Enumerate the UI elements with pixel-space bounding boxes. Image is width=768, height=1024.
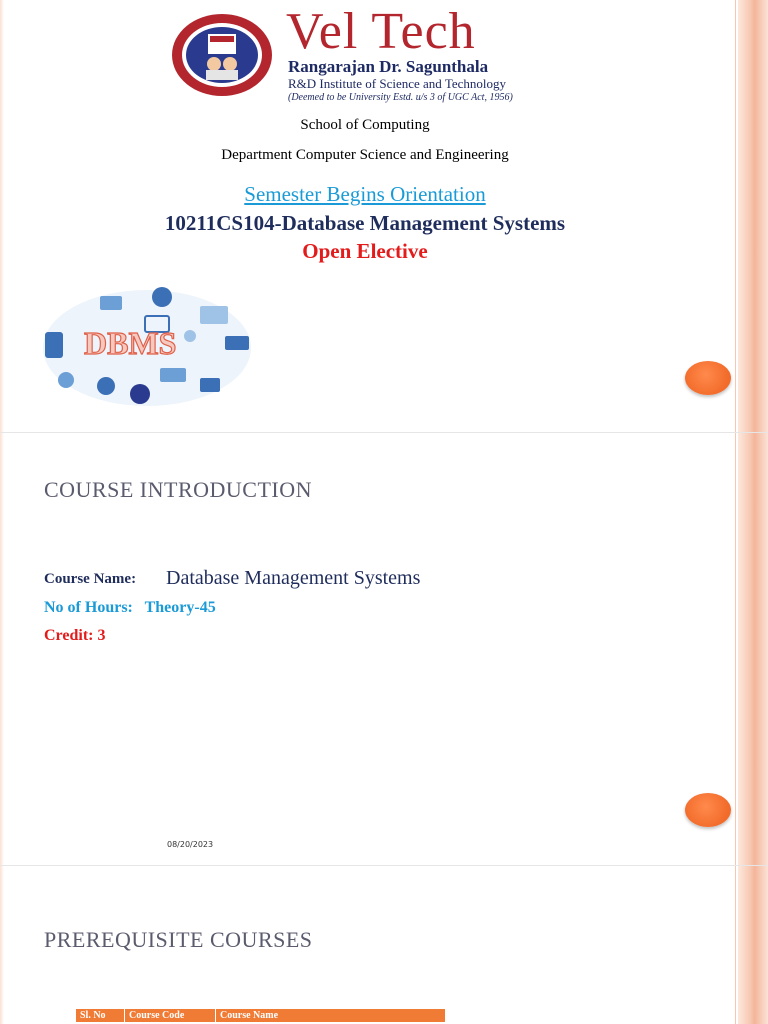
slide-title — [0, 0, 768, 432]
brand-deemed-note: (Deemed to be University Estd. u/s 3 of UGC Act, 1956) — [288, 92, 513, 103]
right-accent-stripe — [738, 866, 768, 1024]
semester-orientation-link[interactable]: Semester Begins Orientation — [244, 182, 486, 206]
slide-prerequisite-courses — [0, 866, 768, 1024]
slide-date: 08/20/2023 — [167, 840, 214, 849]
course-name-label: Course Name: — [44, 571, 137, 587]
dbms-illustration — [40, 284, 255, 409]
slide-nav-dot[interactable] — [685, 793, 731, 827]
elective-label: Open Elective — [302, 239, 428, 263]
table-header-row — [76, 1009, 446, 1022]
course-name-value: Database Management Systems — [166, 567, 421, 589]
dbms-illustration-label: DBMS — [84, 325, 177, 361]
brand-subtitle: Rangarajan Dr. Sagunthala — [288, 57, 489, 76]
hours-line: No of Hours: Theory-45 — [44, 599, 216, 616]
left-accent-stripe — [0, 433, 4, 865]
university-seal-icon — [170, 12, 274, 98]
column-header-course-name: Course Name — [216, 1009, 446, 1022]
column-header-course-code: Course Code — [125, 1009, 216, 1022]
brand-title: Vel Tech — [286, 3, 476, 60]
university-logo — [170, 3, 550, 103]
credit-line: Credit: 3 — [44, 627, 106, 644]
column-header-sl-no: Sl. No — [76, 1009, 125, 1022]
slide-course-introduction — [0, 433, 768, 865]
prerequisite-table — [76, 1009, 446, 1022]
slide-nav-dot[interactable] — [685, 361, 731, 395]
school-name: School of Computing — [300, 117, 430, 133]
prerequisite-heading: PREREQUISITE COURSES — [44, 927, 313, 952]
brand-institute: R&D Institute of Science and Technology — [288, 76, 506, 91]
course-introduction-heading: COURSE INTRODUCTION — [44, 477, 312, 502]
department-name: Department Computer Science and Engineering — [221, 147, 509, 163]
right-accent-stripe — [738, 0, 768, 432]
left-accent-stripe — [0, 866, 4, 1024]
course-title: 10211CS104-Database Management Systems — [164, 211, 566, 235]
right-accent-stripe — [738, 433, 768, 865]
